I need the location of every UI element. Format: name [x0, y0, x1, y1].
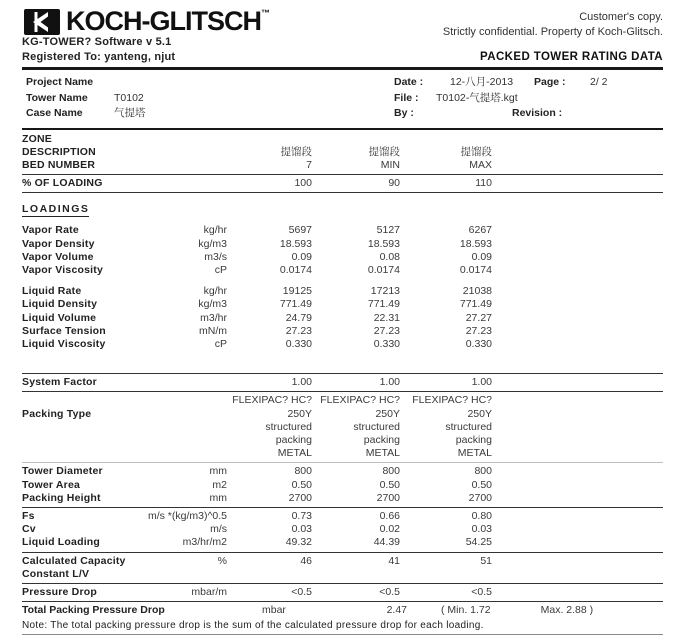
row-value-1: 0.03	[291, 523, 312, 536]
row-value-3: 0.09	[471, 250, 492, 263]
capacity-label-line1: Calculated Capacity	[22, 554, 126, 567]
rating-table	[22, 130, 663, 635]
table-row	[22, 238, 663, 251]
confidential-line: Strictly confidential. Property of Koch-Glitsch.	[442, 26, 663, 38]
row-value-1: <0.5	[291, 585, 312, 598]
row-value-1: 24.79	[285, 311, 312, 324]
total-label: Total Packing Pressure Drop	[22, 604, 165, 617]
hydraulic-rows	[22, 510, 663, 550]
row-value-2: 2700	[376, 491, 400, 504]
row-value-2: 22.31	[373, 311, 400, 324]
row-value-1: 7	[306, 158, 312, 171]
row-label: Pressure Drop	[22, 585, 97, 598]
row-label: Packing Type	[22, 407, 92, 420]
table-row	[22, 224, 663, 237]
description-row	[22, 146, 663, 159]
row-value-2: 5127	[376, 224, 400, 237]
capacity-label-line2: Constant L/V	[22, 567, 90, 580]
row-value-1: packing	[275, 433, 312, 446]
footnote: Note: The total packing pressure drop is the sum of the calculated pressure drop for each loading.	[22, 619, 484, 631]
row-label: Tower Diameter	[22, 465, 103, 478]
row-value-3: 250Y	[467, 407, 492, 420]
report-title: PACKED TOWER RATING DATA	[480, 51, 663, 63]
table-row	[22, 325, 663, 338]
logo-text	[66, 8, 270, 35]
row-value-3: packing	[455, 433, 492, 446]
row-value-1: 2700	[288, 491, 312, 504]
row-label: System Factor	[22, 376, 97, 389]
row-value-1: 0.0174	[279, 263, 312, 276]
packing-type-block	[22, 394, 663, 460]
row-unit: m/s	[210, 523, 227, 536]
row-value-1: 5697	[288, 224, 312, 237]
row-label: Vapor Density	[22, 237, 95, 250]
trademark-symbol: ™	[260, 8, 270, 18]
row-label: Packing Height	[22, 491, 101, 504]
row-value-3: 0.0174	[459, 263, 492, 276]
divider	[22, 192, 663, 193]
row-value-1: 18.593	[279, 237, 312, 250]
row-value-1: 100	[294, 177, 312, 190]
row-value-1: 800	[294, 465, 312, 478]
row-value-3: 21038	[462, 285, 492, 298]
row-value-2: structured	[353, 420, 400, 433]
row-value-3: 6267	[468, 224, 492, 237]
row-label: Vapor Viscosity	[22, 263, 104, 276]
row-value-1: 27.23	[285, 324, 312, 337]
row-label: BED NUMBER	[22, 158, 96, 171]
row-value-3: 提馏段	[460, 145, 492, 158]
row-value-1: 46	[300, 554, 312, 567]
row-unit: m3/hr	[200, 311, 227, 324]
row-unit: m3/s	[204, 250, 227, 263]
project-name-label: Project Name	[26, 76, 94, 88]
zone-row	[22, 133, 663, 146]
row-label: % OF LOADING	[22, 177, 103, 190]
file-row	[394, 91, 663, 107]
table-row	[22, 465, 663, 478]
row-unit: kg/m3	[198, 298, 227, 311]
divider	[22, 507, 663, 508]
row-value-3: 27.27	[465, 311, 492, 324]
table-row	[22, 421, 663, 434]
row-unit: %	[217, 554, 227, 567]
row-value-3: 2700	[468, 491, 492, 504]
report-header	[22, 8, 663, 63]
row-label: Liquid Rate	[22, 285, 82, 298]
row-value-3: <0.5	[471, 585, 492, 598]
row-label: Liquid Viscosity	[22, 337, 106, 350]
koch-glitsch-logo-icon	[24, 9, 60, 35]
total-min: ( Min. 1.72	[441, 604, 491, 617]
table-row	[22, 264, 663, 277]
row-unit: kg/m3	[198, 237, 227, 250]
liquid-rows	[22, 285, 663, 351]
row-label: Tower Area	[22, 478, 81, 491]
header-right	[443, 8, 663, 63]
bed-number-row	[22, 159, 663, 172]
divider	[22, 373, 663, 374]
row-value-3: 0.330	[465, 337, 492, 350]
pct-loading-row	[22, 177, 663, 190]
row-value-3: structured	[445, 420, 492, 433]
page-value: 2/ 2	[590, 76, 608, 88]
logo-row	[24, 8, 270, 35]
date-page-row	[394, 75, 663, 91]
case-name-value: 气提塔	[114, 107, 146, 119]
row-label: Fs	[22, 509, 35, 522]
case-name-row	[26, 106, 394, 122]
zone-label: ZONE	[22, 132, 52, 145]
row-unit: mm	[209, 491, 227, 504]
table-row	[22, 298, 663, 311]
row-unit: mN/m	[199, 324, 227, 337]
row-unit: mbar/m	[191, 585, 227, 598]
date-value: 12-八月-2013	[450, 76, 514, 88]
system-factor-row	[22, 376, 663, 389]
dimension-rows	[22, 465, 663, 505]
row-value-2: 0.66	[379, 509, 400, 522]
row-value-1: FLEXIPAC? HC?	[232, 394, 312, 407]
row-value-1: 771.49	[279, 298, 312, 311]
table-row	[22, 338, 663, 351]
row-value-2: 27.23	[373, 324, 400, 337]
row-value-2: 0.02	[379, 523, 400, 536]
row-value-2: 0.50	[379, 478, 400, 491]
total-value: 2.47	[386, 604, 407, 617]
row-value-3: 54.25	[465, 536, 492, 549]
row-value-2: packing	[363, 433, 400, 446]
row-value-3: 0.03	[471, 523, 492, 536]
row-value-3: 18.593	[459, 237, 492, 250]
divider	[22, 174, 663, 175]
row-unit: cP	[214, 337, 227, 350]
page-label: Page :	[534, 76, 566, 88]
project-name-row	[26, 75, 394, 91]
row-value-2: <0.5	[379, 585, 400, 598]
row-value-1: 0.09	[291, 250, 312, 263]
by-revision-row	[394, 106, 663, 122]
row-value-3: FLEXIPAC? HC?	[412, 394, 492, 407]
tower-name-value: T0102	[114, 91, 144, 104]
vapor-rows	[22, 224, 663, 277]
row-value-1: 0.330	[285, 337, 312, 350]
row-value-2: 250Y	[375, 407, 400, 420]
spacer	[22, 277, 663, 285]
row-label: Liquid Loading	[22, 536, 101, 549]
row-value-3: 771.49	[459, 298, 492, 311]
row-label: Liquid Volume	[22, 311, 97, 324]
divider	[22, 601, 663, 602]
revision-label: Revision :	[512, 107, 563, 119]
row-label	[22, 555, 152, 581]
row-value-3: 1.00	[471, 376, 492, 389]
row-value-2: FLEXIPAC? HC?	[320, 394, 400, 407]
row-value-2: 44.39	[373, 536, 400, 549]
row-label: Surface Tension	[22, 324, 106, 337]
tower-name-label: Tower Name	[26, 91, 88, 104]
row-value-3: 0.50	[471, 478, 492, 491]
table-row	[22, 492, 663, 505]
row-value-3: METAL	[457, 447, 492, 460]
row-value-1: 49.32	[285, 536, 312, 549]
row-value-2: 0.330	[373, 337, 400, 350]
row-value-1: 1.00	[291, 376, 312, 389]
row-unit: m3/hr/m2	[182, 536, 227, 549]
row-value-2: METAL	[365, 447, 400, 460]
row-value-1: 0.50	[291, 478, 312, 491]
row-label: Cv	[22, 523, 36, 536]
file-value: T0102-气提塔.kgt	[436, 91, 518, 104]
info-block	[22, 70, 663, 128]
row-value-2: 1.00	[379, 376, 400, 389]
row-value-3: 800	[474, 465, 492, 478]
table-row	[22, 523, 663, 536]
by-label: By :	[394, 107, 414, 119]
tower-name-row	[26, 91, 394, 107]
divider	[22, 583, 663, 584]
row-value-2: 0.0174	[367, 263, 400, 276]
row-value-1: 0.73	[291, 509, 312, 522]
table-row	[22, 394, 663, 407]
row-value-2: MIN	[380, 158, 400, 171]
loadings-heading: LOADINGS	[22, 203, 90, 216]
row-value-3: 51	[480, 554, 492, 567]
row-label: Vapor Rate	[22, 224, 79, 237]
table-row	[22, 434, 663, 447]
pressure-drop-row	[22, 586, 663, 599]
row-unit: kg/hr	[203, 224, 227, 237]
table-row	[22, 479, 663, 492]
file-label: File :	[394, 91, 419, 104]
row-value-2: 771.49	[367, 298, 400, 311]
table-row	[22, 447, 663, 460]
table-row	[22, 536, 663, 549]
row-unit: kg/hr	[203, 285, 227, 298]
row-unit: mm	[209, 465, 227, 478]
total-unit: mbar	[262, 604, 286, 617]
info-left	[26, 75, 394, 122]
row-unit: cP	[214, 263, 227, 276]
row-value-2: 90	[388, 177, 400, 190]
date-label: Date :	[394, 76, 424, 88]
logo-wordmark: KOCH-GLITSCH	[66, 6, 261, 36]
divider	[22, 391, 663, 392]
row-value-3: 27.23	[465, 324, 492, 337]
row-value-3: 0.80	[471, 509, 492, 522]
header-left	[22, 8, 270, 63]
software-version-line: KG-TOWER? Software v 5.1	[22, 36, 172, 48]
row-value-2: 41	[388, 554, 400, 567]
row-label: Liquid Density	[22, 298, 98, 311]
total-max: Max. 2.88 )	[540, 604, 594, 617]
divider	[22, 462, 663, 463]
table-row	[22, 251, 663, 264]
row-value-2: 800	[382, 465, 400, 478]
row-value-2: 提馏段	[368, 145, 400, 158]
divider	[22, 552, 663, 553]
table-row	[22, 312, 663, 325]
spacer	[22, 351, 663, 371]
row-value-1: structured	[265, 420, 312, 433]
registered-to-line: Registered To: yanteng, njut	[22, 51, 176, 63]
row-value-1: 提馏段	[280, 145, 312, 158]
row-value-1: 250Y	[287, 407, 312, 420]
row-value-1: 19125	[282, 285, 312, 298]
row-unit: m/s *(kg/m3)^0.5	[147, 509, 227, 522]
case-name-label: Case Name	[26, 107, 83, 119]
table-row	[22, 510, 663, 523]
table-row	[22, 285, 663, 298]
row-value-2: 18.593	[367, 237, 400, 250]
info-right	[394, 75, 663, 122]
row-value-2: 0.08	[379, 250, 400, 263]
row-unit: m2	[212, 478, 227, 491]
table-row	[22, 408, 663, 421]
row-value-1: METAL	[277, 447, 312, 460]
row-value-3: MAX	[469, 158, 492, 171]
calculated-capacity-row	[22, 555, 663, 581]
row-label: DESCRIPTION	[22, 145, 96, 158]
row-value-2: 17213	[370, 285, 400, 298]
total-pressure-drop-row	[22, 604, 663, 618]
row-label: Vapor Volume	[22, 250, 94, 263]
customers-copy-line: Customer's copy.	[579, 11, 663, 23]
row-value-3: 110	[475, 177, 492, 190]
